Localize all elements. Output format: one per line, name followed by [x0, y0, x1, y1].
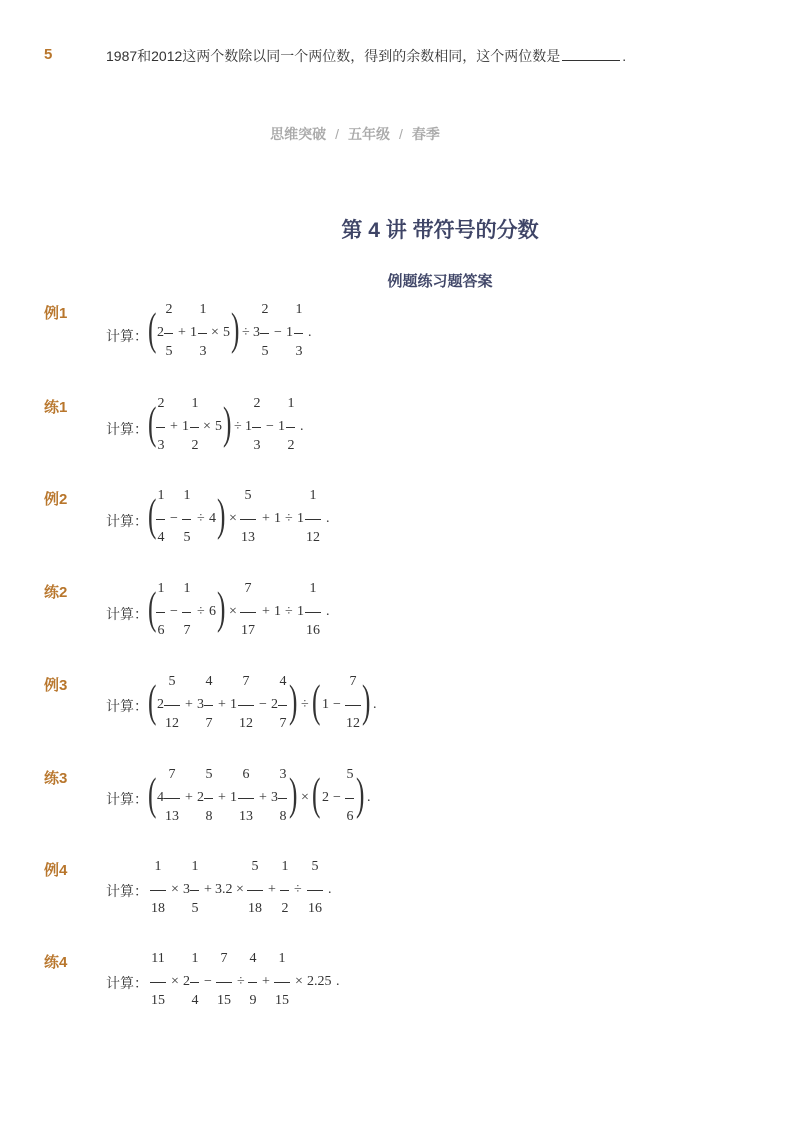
math-token: 12: [306, 530, 320, 545]
math-token: 4: [249, 951, 257, 966]
math-expression: [148, 674, 408, 734]
math-token: −: [333, 790, 341, 805]
math-token: 3: [271, 790, 278, 805]
math-token: 1: [295, 302, 303, 317]
math-token: 1: [191, 951, 199, 966]
math-token: 1: [230, 790, 237, 805]
math-token: 3: [253, 325, 260, 340]
math-token: .: [373, 697, 377, 712]
fraction-bar: [305, 519, 321, 520]
math-token: ÷: [197, 604, 205, 619]
math-token: 15: [217, 993, 231, 1008]
math-token: 15: [275, 993, 289, 1008]
math-expression: [148, 302, 348, 362]
math-token: 3: [295, 344, 303, 359]
fraction-bar: [204, 705, 213, 706]
math-token: 5: [251, 859, 259, 874]
math-token: +: [262, 511, 270, 526]
math-token: ÷: [301, 697, 309, 712]
math-token: 2: [253, 396, 261, 411]
math-token: .: [336, 974, 340, 989]
problem-label: 练3: [44, 770, 68, 787]
math-token: 7: [244, 581, 252, 596]
math-token: ÷: [285, 604, 293, 619]
math-token: 6: [346, 809, 354, 824]
breadcrumb: [0, 124, 710, 144]
math-token: 7: [242, 674, 250, 689]
math-token: 13: [241, 530, 255, 545]
parenthesis: ): [223, 397, 232, 448]
fraction-bar: [156, 612, 165, 613]
fraction-bar: [345, 798, 354, 799]
math-token: 4: [205, 674, 213, 689]
fraction-bar: [150, 982, 166, 983]
fraction-bar: [190, 982, 199, 983]
math-token: 7: [349, 674, 357, 689]
math-token: ÷: [237, 974, 245, 989]
problem-prefix: 计算：: [106, 328, 148, 344]
question-text: [106, 46, 626, 66]
problem-label: 练2: [44, 584, 68, 601]
fraction-bar: [278, 798, 287, 799]
fraction-bar: [164, 798, 180, 799]
math-token: 12: [239, 716, 253, 731]
lecture-title: 第 4 讲 带符号的分数: [341, 219, 539, 242]
math-token: ×: [229, 511, 237, 526]
math-token: 1: [274, 604, 281, 619]
math-token: ÷: [294, 882, 302, 897]
math-token: .: [367, 790, 371, 805]
fraction-bar: [164, 333, 173, 334]
parenthesis: (: [312, 675, 321, 726]
math-token: ÷: [242, 325, 250, 340]
math-expression: [148, 396, 348, 456]
math-token: 9: [249, 993, 257, 1008]
parenthesis: (: [148, 397, 157, 448]
math-token: 2.25: [307, 974, 332, 989]
math-token: 16: [306, 623, 320, 638]
math-token: 7: [183, 623, 191, 638]
answer-blank[interactable]: [562, 48, 620, 61]
fraction-bar: [182, 612, 191, 613]
math-token: 1: [297, 511, 304, 526]
math-token: 1: [322, 697, 329, 712]
math-token: .: [308, 325, 312, 340]
fraction-bar: [240, 519, 256, 520]
math-token: +: [185, 697, 193, 712]
question-number: 5: [44, 46, 53, 63]
fraction-bar: [156, 427, 165, 428]
math-token: .: [326, 511, 330, 526]
math-token: 1: [190, 325, 197, 340]
math-token: 2: [322, 790, 329, 805]
math-token: 1: [278, 951, 286, 966]
math-token: ×: [236, 882, 244, 897]
math-token: 2: [183, 974, 190, 989]
math-token: ×: [301, 790, 309, 805]
math-token: −: [170, 604, 178, 619]
math-token: ×: [295, 974, 303, 989]
math-token: 4: [209, 511, 216, 526]
math-token: 3: [279, 767, 287, 782]
math-token: +: [259, 790, 267, 805]
math-token: 12: [165, 716, 179, 731]
fraction-bar: [198, 333, 207, 334]
math-token: 18: [248, 901, 262, 916]
fraction-bar: [252, 427, 261, 428]
math-token: +: [185, 790, 193, 805]
math-expression: [148, 859, 368, 919]
math-token: +: [178, 325, 186, 340]
fraction-bar: [345, 705, 361, 706]
math-token: .: [326, 604, 330, 619]
problem-prefix: 计算：: [106, 883, 148, 899]
fraction-bar: [182, 519, 191, 520]
math-token: 1: [309, 488, 317, 503]
math-token: 15: [151, 993, 165, 1008]
math-token: 1: [309, 581, 317, 596]
math-token: 1: [157, 488, 165, 503]
math-token: 2: [157, 325, 164, 340]
problem-prefix: 计算：: [106, 975, 148, 991]
math-token: 8: [279, 809, 287, 824]
math-token: 6: [157, 623, 165, 638]
parenthesis: ): [217, 489, 226, 540]
math-token: 1: [286, 325, 293, 340]
math-token: 1: [297, 604, 304, 619]
fraction-bar: [307, 890, 323, 891]
math-token: 4: [191, 993, 199, 1008]
parenthesis: (: [148, 768, 157, 819]
math-expression: [148, 488, 368, 548]
parenthesis: ): [289, 768, 298, 819]
math-token: +: [218, 697, 226, 712]
math-token: 1: [245, 419, 252, 434]
math-token: 5: [261, 344, 269, 359]
math-token: ÷: [197, 511, 205, 526]
fraction-bar: [280, 890, 289, 891]
math-expression: [148, 767, 408, 827]
math-token: 3: [253, 438, 261, 453]
math-token: 12: [346, 716, 360, 731]
math-token: ×: [229, 604, 237, 619]
math-token: 1: [157, 581, 165, 596]
math-token: 5: [165, 344, 173, 359]
parenthesis: (: [148, 489, 157, 540]
math-token: 3: [197, 697, 204, 712]
fraction-bar: [238, 798, 254, 799]
parenthesis: (: [148, 303, 157, 354]
fraction-bar: [150, 890, 166, 891]
section-subtitle: 例题练习题答案: [387, 273, 493, 290]
math-token: .: [300, 419, 304, 434]
math-token: +: [218, 790, 226, 805]
math-token: 1: [274, 511, 281, 526]
fraction-bar: [305, 612, 321, 613]
math-token: 5: [183, 530, 191, 545]
math-token: ×: [171, 974, 179, 989]
math-token: 13: [239, 809, 253, 824]
math-token: 7: [205, 716, 213, 731]
math-token: 2: [287, 438, 295, 453]
math-token: −: [259, 697, 267, 712]
math-token: 7: [220, 951, 228, 966]
math-token: 2: [165, 302, 173, 317]
math-token: 5: [215, 419, 222, 434]
fraction-bar: [247, 890, 263, 891]
fraction-bar: [286, 427, 295, 428]
math-token: 1: [154, 859, 162, 874]
math-token: +: [170, 419, 178, 434]
fraction-bar: [260, 333, 269, 334]
fraction-bar: [274, 982, 290, 983]
fraction-bar: [190, 890, 199, 891]
problem-prefix: 计算：: [106, 421, 148, 437]
math-token: 7: [168, 767, 176, 782]
fraction-bar: [294, 333, 303, 334]
math-token: 2: [157, 396, 165, 411]
breadcrumb-item: 春季: [411, 126, 440, 142]
math-token: 5: [168, 674, 176, 689]
math-token: 2: [157, 697, 164, 712]
math-token: 1: [182, 419, 189, 434]
fraction-bar: [238, 705, 254, 706]
math-token: ÷: [234, 419, 242, 434]
math-token: 1: [199, 302, 207, 317]
math-token: ×: [203, 419, 211, 434]
math-token: 5: [311, 859, 319, 874]
problem-label: 练4: [44, 954, 68, 971]
fraction-bar: [190, 427, 199, 428]
math-token: 16: [308, 901, 322, 916]
math-token: 1: [230, 697, 237, 712]
parenthesis: (: [148, 582, 157, 633]
math-token: 4: [157, 790, 164, 805]
math-token: ÷: [285, 511, 293, 526]
math-token: 5: [244, 488, 252, 503]
math-token: 8: [205, 809, 213, 824]
math-token: 13: [165, 809, 179, 824]
problem-label: 例1: [44, 305, 68, 322]
math-token: 3: [157, 438, 165, 453]
math-token: −: [204, 974, 212, 989]
math-token: 2: [191, 438, 199, 453]
math-token: 5: [205, 767, 213, 782]
math-token: 11: [151, 951, 165, 966]
math-token: 17: [241, 623, 255, 638]
math-token: +: [262, 974, 270, 989]
problem-prefix: 计算：: [106, 513, 148, 529]
math-token: 4: [157, 530, 165, 545]
math-token: 3: [199, 344, 207, 359]
fraction-bar: [278, 705, 287, 706]
math-token: 1: [278, 419, 285, 434]
question-text-main: 1987和2012这两个数除以同一个两位数，得到的余数相同，这个两位数是: [106, 48, 561, 64]
math-token: 2: [261, 302, 269, 317]
fraction-bar: [156, 519, 165, 520]
fraction-bar: [240, 612, 256, 613]
math-token: 5: [191, 901, 199, 916]
problem-label: 例4: [44, 862, 68, 879]
math-token: 2: [271, 697, 278, 712]
math-token: +: [204, 882, 212, 897]
problem-prefix: 计算：: [106, 791, 148, 807]
math-token: 2: [197, 790, 204, 805]
problem-label: 例2: [44, 491, 68, 508]
problem-prefix: 计算：: [106, 698, 148, 714]
math-token: 1: [183, 488, 191, 503]
parenthesis: (: [148, 675, 157, 726]
math-token: 1: [281, 859, 289, 874]
math-token: 3.2: [215, 882, 233, 897]
math-token: −: [274, 325, 282, 340]
math-token: −: [333, 697, 341, 712]
parenthesis: ): [289, 675, 298, 726]
math-token: 1: [191, 396, 199, 411]
parenthesis: ): [362, 675, 371, 726]
problem-label: 例3: [44, 677, 68, 694]
breadcrumb-separator: /: [335, 126, 339, 142]
math-token: +: [262, 604, 270, 619]
fraction-bar: [204, 798, 213, 799]
parenthesis: (: [312, 768, 321, 819]
math-token: 5: [223, 325, 230, 340]
math-expression: [148, 581, 368, 641]
fraction-bar: [216, 982, 232, 983]
math-token: 2: [281, 901, 289, 916]
parenthesis: ): [217, 582, 226, 633]
breadcrumb-separator: /: [399, 126, 403, 142]
math-token: 6: [209, 604, 216, 619]
math-token: 18: [151, 901, 165, 916]
math-token: 1: [287, 396, 295, 411]
math-token: +: [268, 882, 276, 897]
math-token: 1: [191, 859, 199, 874]
math-token: 3: [183, 882, 190, 897]
problem-prefix: 计算：: [106, 606, 148, 622]
question-text-end: .: [622, 48, 627, 64]
math-token: −: [266, 419, 274, 434]
math-token: 6: [242, 767, 250, 782]
math-token: 1: [183, 581, 191, 596]
parenthesis: ): [231, 303, 240, 354]
breadcrumb-item: 思维突破: [270, 126, 327, 142]
fraction-bar: [248, 982, 257, 983]
problem-label: 练1: [44, 399, 68, 416]
fraction-bar: [164, 705, 180, 706]
breadcrumb-item: 五年级: [348, 126, 390, 142]
math-token: 7: [279, 716, 287, 731]
math-expression: [148, 951, 368, 1011]
parenthesis: ): [356, 768, 365, 819]
math-token: ×: [171, 882, 179, 897]
math-token: −: [170, 511, 178, 526]
math-token: 4: [279, 674, 287, 689]
math-token: .: [328, 882, 332, 897]
math-token: 5: [346, 767, 354, 782]
math-token: ×: [211, 325, 219, 340]
